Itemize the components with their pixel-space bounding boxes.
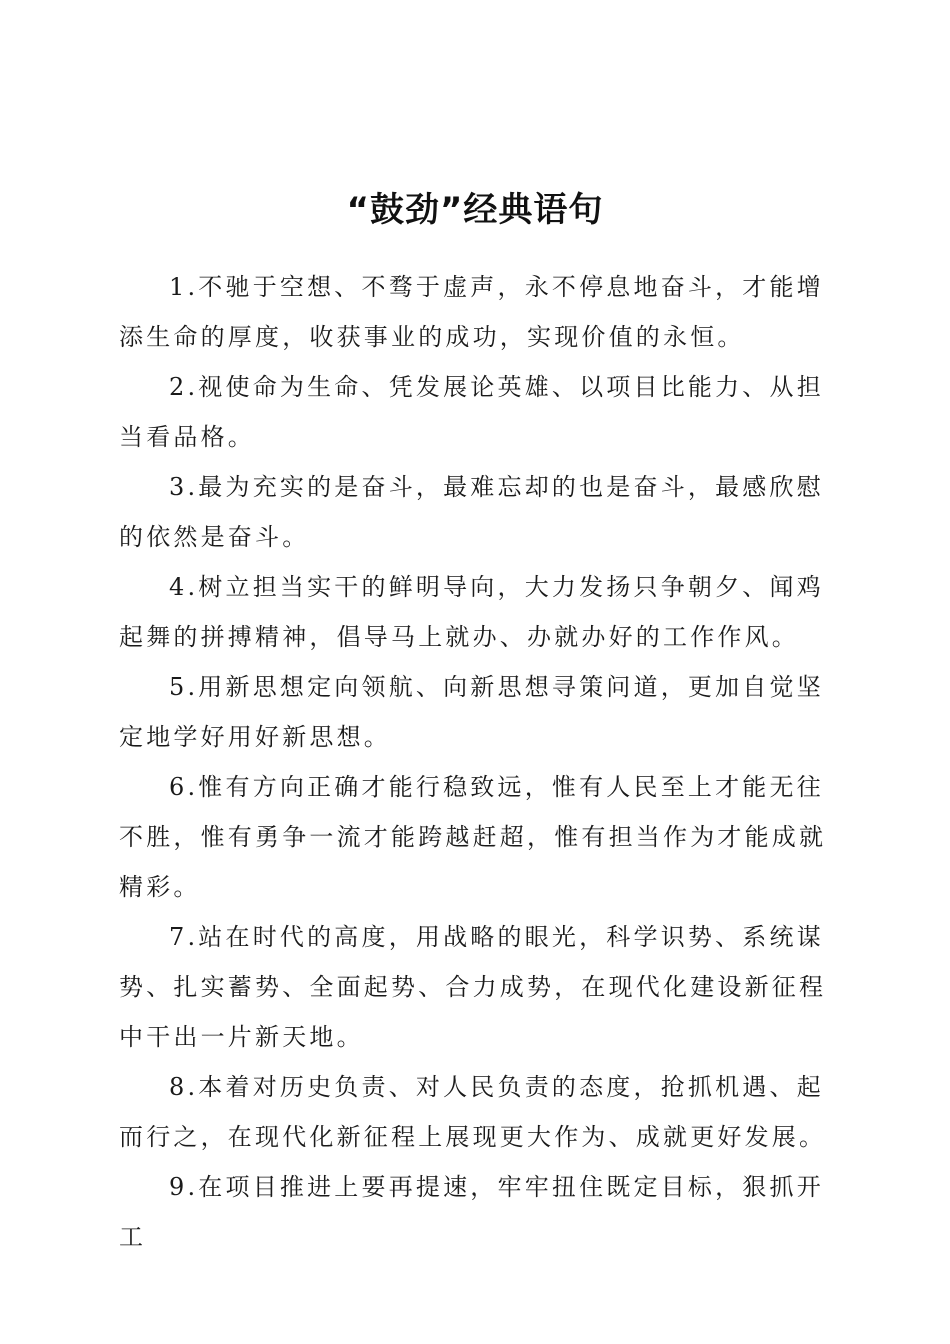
document-title: “鼓劲”经典语句 [346, 190, 604, 230]
paragraph: 6.惟有方向正确才能行稳致远，惟有人民至上才能无往不胜，惟有勇争一流才能跨越赶超，惟有担当作为才能成就精彩。 [119, 773, 827, 901]
paragraph: 4.树立担当实干的鲜明导向，大力发扬只争朝夕、闻鸡起舞的拼搏精神，倡导马上就办、办就办好的工作作风。 [119, 573, 824, 651]
paragraph: 9.在项目推进上要再提速，牢牢扭住既定目标，狠抓开工 [119, 1173, 824, 1251]
paragraph: 7.站在时代的高度，用战略的眼光，科学识势、系统谋势、扎实蓄势、全面起势、合力成势，在现代化建设新征程中干出一片新天地。 [119, 923, 827, 1051]
paragraph: 2.视使命为生命、凭发展论英雄、以项目比能力、从担当看品格。 [119, 373, 824, 451]
paragraph: 1.不驰于空想、不骛于虚声，永不停息地奋斗，才能增添生命的厚度，收获事业的成功，实现价值的永恒。 [119, 273, 824, 351]
paragraph: 3.最为充实的是奋斗，最难忘却的也是奋斗，最感欣慰的依然是奋斗。 [119, 473, 824, 551]
document-body [119, 262, 839, 1262]
paragraph: 8.本着对历史负责、对人民负责的态度，抢抓机遇、起而行之，在现代化新征程上展现更大作为、成就更好发展。 [119, 1073, 827, 1151]
paragraph: 5.用新思想定向领航、向新思想寻策问道，更加自觉坚定地学好用好新思想。 [119, 673, 824, 751]
